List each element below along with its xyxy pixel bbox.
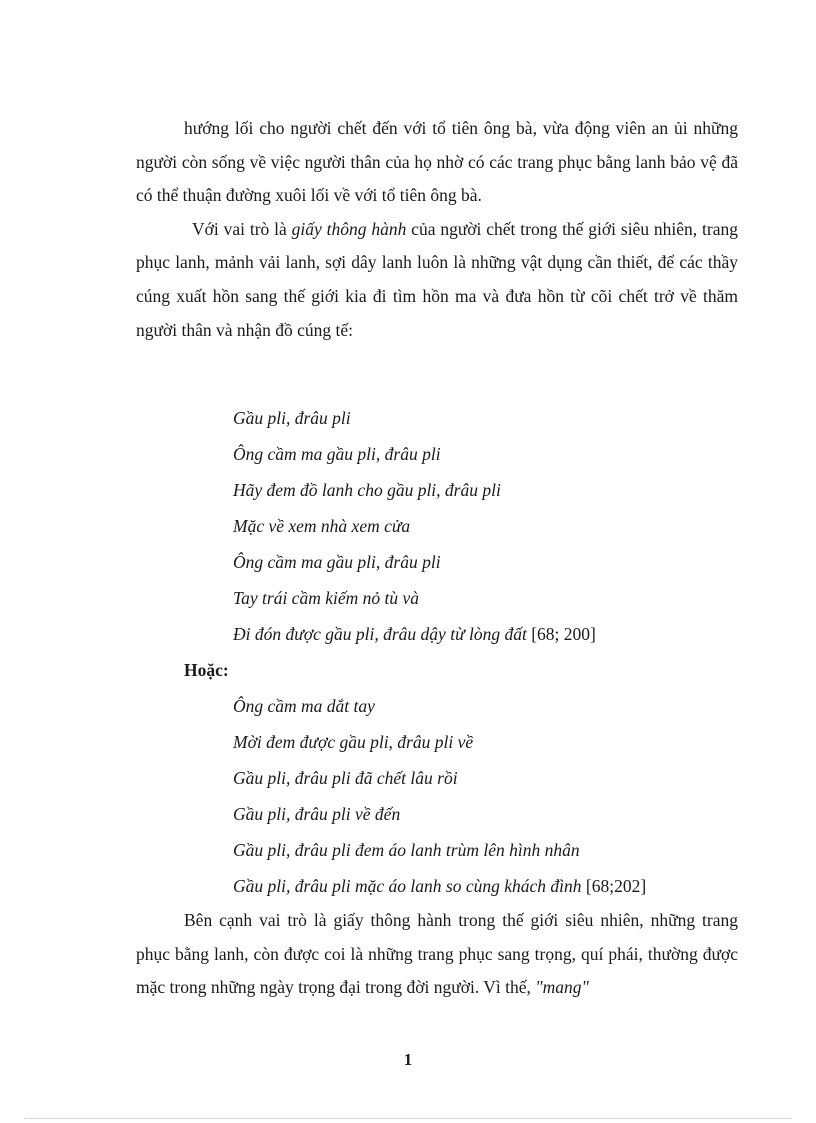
verse-line: Hãy đem đồ lanh cho gầu pli, đrâu pli xyxy=(233,480,501,501)
paragraph-2 xyxy=(136,213,738,347)
hoac-label: Hoặc: xyxy=(184,660,229,681)
paragraph-3 xyxy=(136,904,738,1005)
verse-line: Ông cầm ma dắt tay xyxy=(233,696,375,717)
page-body xyxy=(136,112,738,1005)
verse-line: Gầu pli, đrâu pli đem áo lanh trùm lên hình nhân xyxy=(233,840,580,861)
verse-line: Gầu pli, đrâu pli mặc áo lanh so cùng khách đình [68;202] xyxy=(233,876,647,897)
verse-line: Gầu pli, đrâu pli đã chết lâu rồi xyxy=(233,768,458,789)
page-divider xyxy=(24,1118,792,1119)
verse-line: Gầu pli, đrâu pli xyxy=(233,408,351,429)
paragraph-2-text-end: của người chết trong thế giới siêu nhiên, trang phục lanh, mảnh vải lanh, sợi dây lanh luôn là những vật dụng cần thiết, để các thầy cúng xuất hồn sang thế giới kia đi tìm hồn ma và đưa hồn từ cõi chết trở về thăm người thân và nhận đồ cúng tế: xyxy=(136,218,738,340)
page-number: 1 xyxy=(403,1050,413,1069)
verse-line: Mời đem được gầu pli, đrâu pli về xyxy=(233,732,474,753)
verse-line: Tay trái cầm kiếm nỏ tù và xyxy=(233,588,419,609)
paragraph-2-text-start: Với vai trò là xyxy=(192,218,292,239)
citation: [68; 200] xyxy=(531,624,596,645)
verse-line: Ông cầm ma gầu pli, đrâu pli xyxy=(233,552,441,573)
paragraph-1: hướng lối cho người chết đến với tổ tiên ông bà, vừa động viên an ủi những người còn sống về việc người thân của họ nhờ có các trang phục bằng lanh bảo vệ đã có thể thuận đường xuôi lối về với tổ tiên ông bà. xyxy=(136,118,738,206)
citation: [68;202] xyxy=(585,876,647,897)
paragraph-2-italic-term: giấy thông hành xyxy=(291,218,407,239)
verse-block-1 xyxy=(136,400,738,652)
verse-line: Ông cầm ma gầu pli, đrâu pli xyxy=(233,444,441,465)
verse-line: Gầu pli, đrâu pli về đến xyxy=(233,804,401,825)
verse-block-2 xyxy=(136,688,738,904)
verse-line: Đi đón được gầu pli, đrâu dậy từ lòng đất [68; 200] xyxy=(233,624,596,645)
verse-line: Mặc về xem nhà xem cửa xyxy=(233,516,411,537)
paragraph-3-text: Bên cạnh vai trò là giấy thông hành trong thế giới siêu nhiên, những trang phục bằng lanh, còn được coi là những trang phục sang trọng, quí phái, thường được mặc trong những ngày trọng đại trong đời người. Vì thế, xyxy=(136,910,738,998)
paragraph-3-italic-term: "mang" xyxy=(535,977,589,998)
